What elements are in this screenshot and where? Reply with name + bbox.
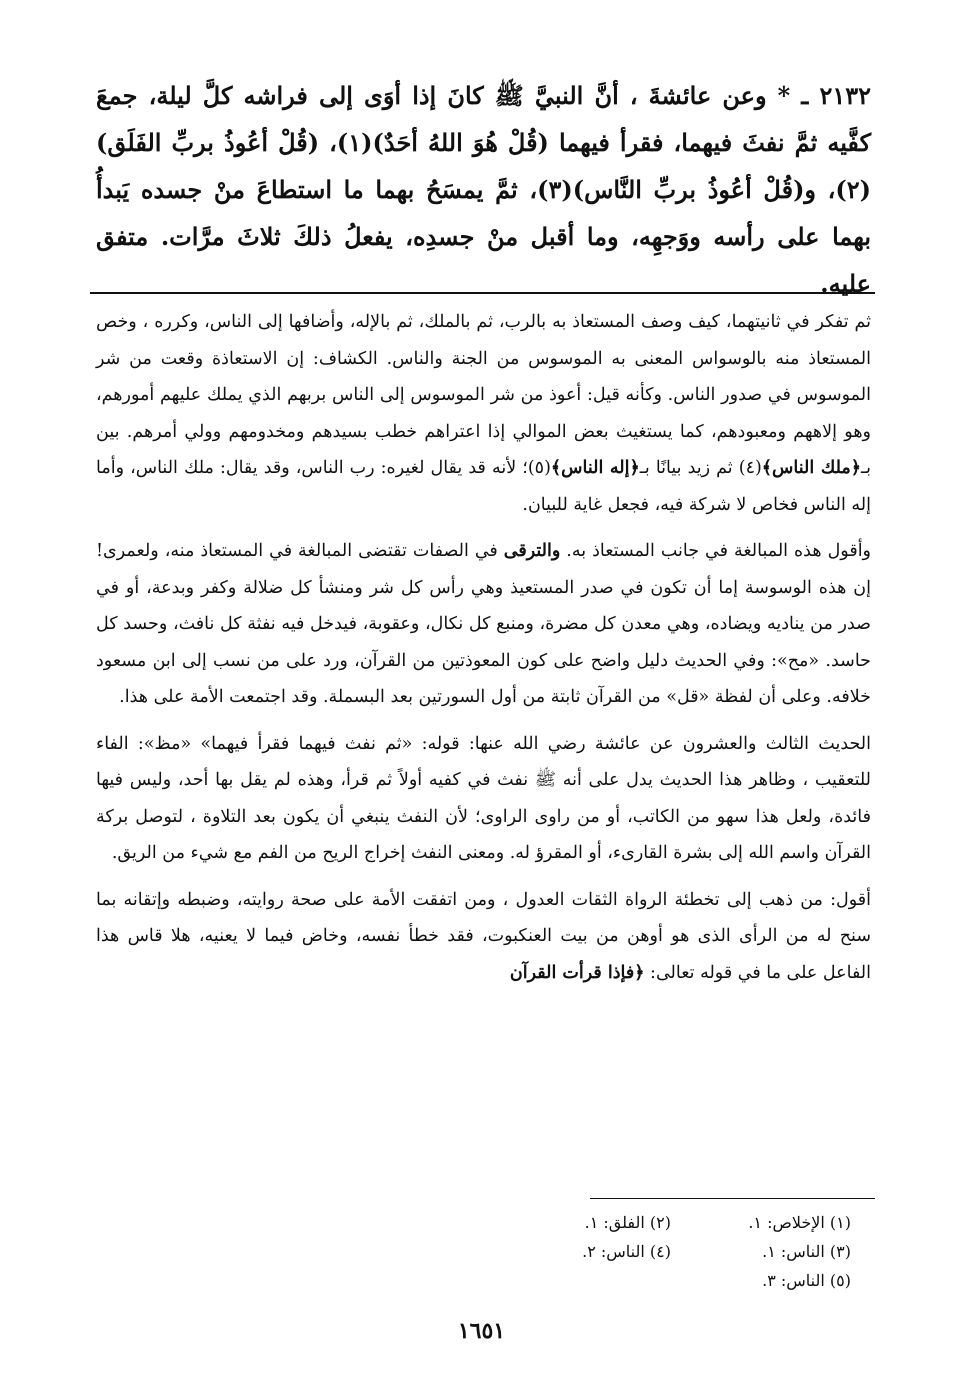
footnote-3: (٣) الناس: ١. [762, 1242, 851, 1261]
commentary-paragraph-1 [96, 304, 871, 523]
footnotes [491, 1208, 851, 1295]
commentary-text: الحديث الثالث والعشرون عن عائشة رضي الله عنها: قوله: «ثم نفث فيهما فقرأ فيهما» «مظ»: الفاء للتعقيب ، وظاهر هذا الحديث يدل على أنه ﷺ نفث في كفيه أولاً ثم قرأ، وهذه لم يقل بها أحد، وليس فيها فائدة، ولعل هذا سهو من الكاتب، أو من راوى الراوى؛ لأن النفث ينبغي أن يكون بعد التلاوة ، لتوصل بركة القرآن واسم الله إلى بشرة القارىء، أو المقرؤ له. ومعنى النفث إخراج الريح من الفم مع شيء من الريق. [96, 733, 871, 863]
commentary [96, 304, 871, 991]
footnote-2: (٢) الفلق: ١. [584, 1213, 671, 1232]
footnote-4: (٤) الناس: ٢. [582, 1242, 671, 1261]
page-number: ١٦٥١ [457, 1318, 506, 1344]
commentary-paragraph-4 [96, 882, 871, 992]
commentary-text: أقول: من ذهب إلى تخطئة الرواة الثقات العدول ، ومن اتفقت الأمة على صحة روايته، وضبطه وإتقانه بما سنح له من الرأى الذى هو أوهن من بيت العنكبوت، فقد خطأ نفسه، وخاض فيما لا يعنيه، هلا قاس هذا الفاعل على ما في قوله تعالى: [96, 889, 871, 983]
commentary-paragraph-3 [96, 726, 871, 872]
commentary-text: في الصفات تقتضى المبالغة في المستعاذ منه، ولعمرى! إن هذه الوسوسة إما أن تكون في صدر المستعيذ وهي رأس كل شر ومنشأ كل ضلالة وكفر وبدعة، أو في صدر من يناديه ويضاده، وهي معدن كل مضرة، ومنبع كل نكال، وعقوبة، فيدخل فيه نفثة كل نافث، وحسد كل حاسد. «مح»: وفي الحديث دليل واضح على كون المعوذتين من القرآن، ورد على من نسب إلى ابن مسعود خلافه. وعلى أن لفظة «قل» من القرآن ثابتة من أول السورتين بعد البسملة. وقد اجتمعت الأمة على هذا. [96, 541, 871, 707]
quran-quote: ﴿ملك الناس﴾ [761, 458, 861, 478]
commentary-text: (٤) ثم زيد بيانًا بـ [639, 458, 762, 478]
commentary-text: (٥)؛ لأنه قد يقال لغيره: رب الناس، وقد يقال: ملك الناس، وأما إله الناس فخاص لا شركة فيه، فجعل غاية للبيان. [96, 458, 871, 515]
commentary-text: وأقول هذه المبالغة في جانب المستعاذ به. [560, 541, 872, 561]
hadith-text [96, 72, 871, 307]
quran-quote: ﴿فإذا قرأت القرآن [509, 962, 645, 983]
hadith-body: ٢١٣٢ ـ * وعن عائشةَ ، أنَّ النبيَّ ﷺ كانَ إذا أوَى إلى فراشه كلَّ ليلة، جمعَ كفَّيه ثمَّ نفثَ فيهما، فقرأ فيهما (قُلْ هُوَ اللهُ أحَدٌ)(١)، (قُلْ أعُوذُ بربِّ الفَلَق)(٢)، و(قُلْ أعُوذُ بربِّ النَّاس)(٣)، ثمَّ يمسَحُ بهما ما استطاعَ منْ جسده يَبدأُ بهما على رأسه ووَجهِه، وما أقبل منْ جسدِه، يفعلُ ذلكَ ثلاثَ مرَّات. متفق عليه. [96, 81, 872, 298]
section-divider [90, 292, 875, 294]
footnote-1: (١) الإخلاص: ١. [748, 1213, 851, 1232]
footnote-row [491, 1208, 851, 1237]
commentary-text: ثم تفكر في ثانيتهما، كيف وصف المستعاذ به بالرب، ثم بالملك، ثم بالإله، وأضافها إلى الناس، وكرره ، وخص المستعاذ منه بالوسواس المعنى به الموسوس من الجنة والناس. الكشاف: إن الاستعاذة وقعت من شر الموسوس في صدور الناس. وكأنه قيل: أعوذ من شر الموسوس إلى الناس بربهم الذي يملك عليهم أمورهم، وهو إلاههم ومعبودهم، كما يستغيث بعض الموالي إذا اعتراهم خطب بسيدهم ومخدومهم وولي أمرهم. بين بـ [96, 312, 871, 478]
quran-quote: ﴿إله الناس﴾ [550, 458, 640, 478]
footnote-5: (٥) الناس: ٣. [762, 1271, 851, 1290]
bold-term: والترقى [503, 541, 561, 561]
commentary-paragraph-2 [96, 533, 871, 716]
footnote-divider [590, 1198, 875, 1199]
footnote-row [491, 1266, 851, 1295]
footnote-row [491, 1237, 851, 1266]
